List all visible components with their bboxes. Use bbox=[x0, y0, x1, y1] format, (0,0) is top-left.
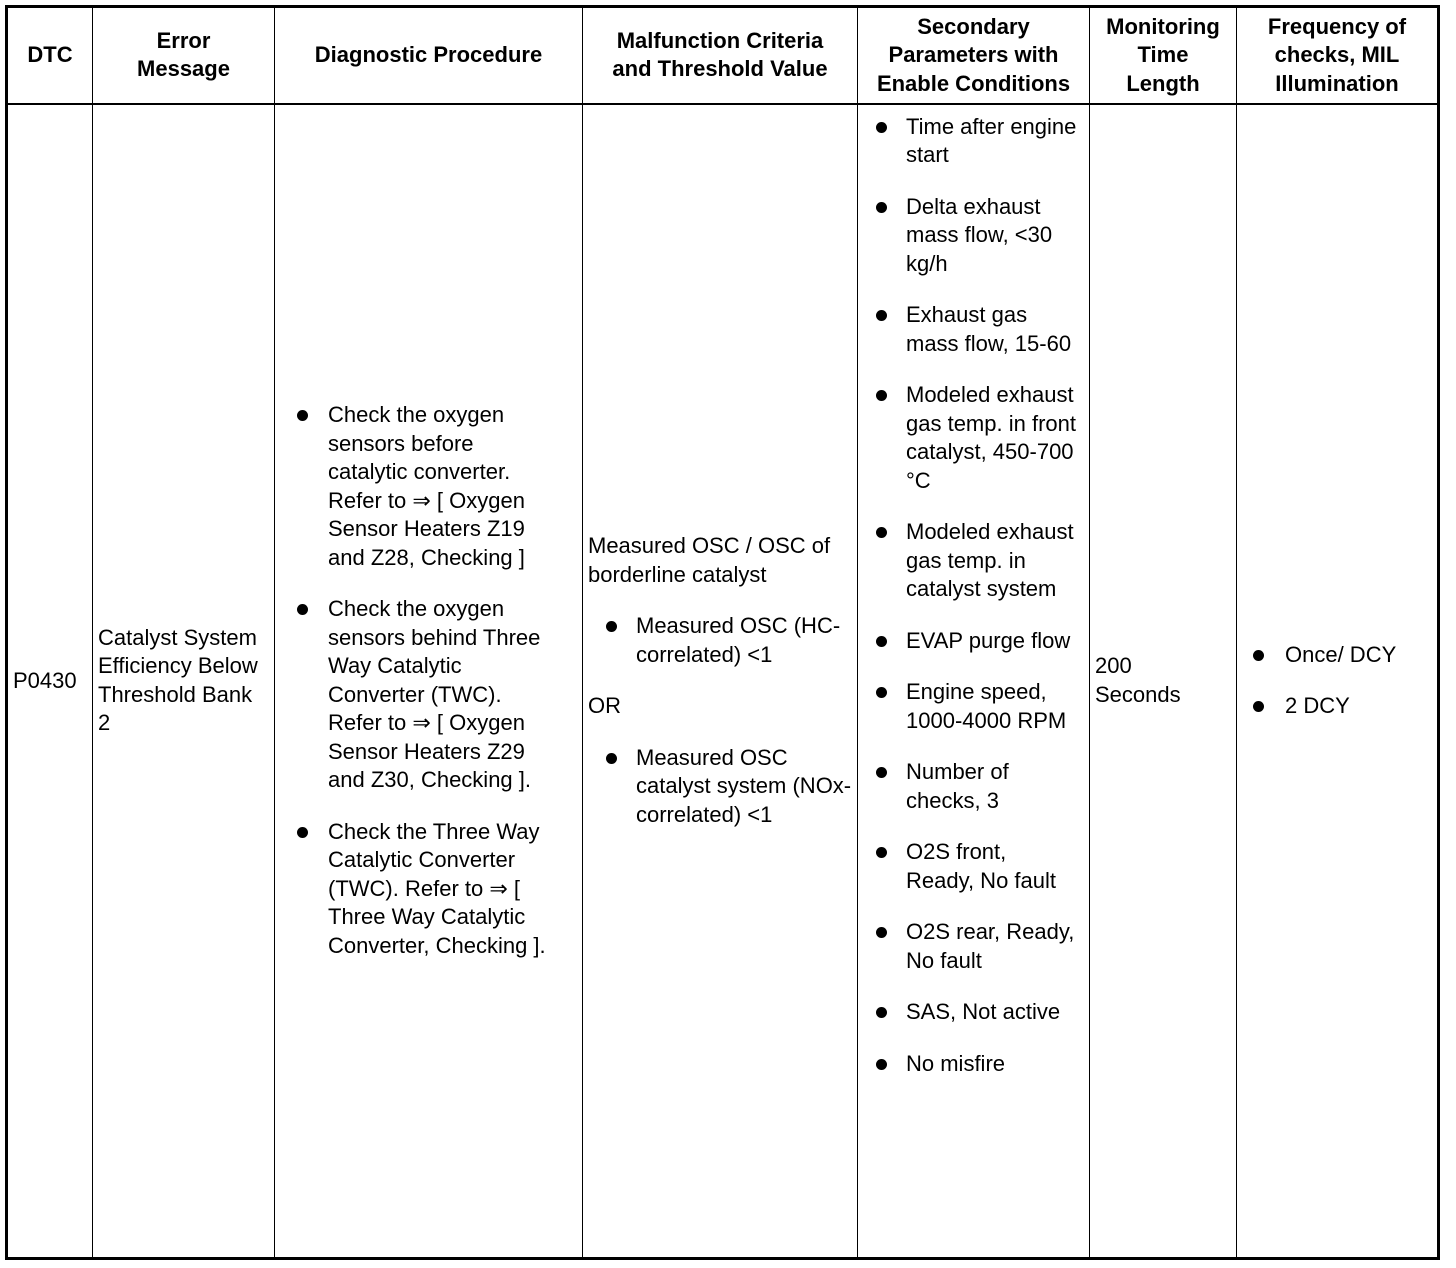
criteria-intro: Measured OSC / OSC of borderline catalyst bbox=[588, 533, 831, 587]
list-item: O2S rear, Ready, No fault bbox=[858, 918, 1080, 975]
dtc-code: P0430 bbox=[13, 667, 77, 693]
list-item: Number of checks, 3 bbox=[858, 758, 1080, 815]
list-item: No misfire bbox=[858, 1050, 1080, 1079]
diagnostic-procedure-cell bbox=[275, 104, 583, 1259]
malfunction-criteria-cell bbox=[583, 104, 858, 1259]
frequency-list bbox=[1237, 641, 1437, 721]
list-item: 2 DCY bbox=[1237, 692, 1437, 721]
list-item: Check the oxygen sensors behind Three Way Catalytic Converter (TWC). Refer to ⇒ [ Oxygen Sensor Heaters Z29 and Z30, Checking ]. bbox=[275, 595, 557, 795]
list-item: O2S front, Ready, No fault bbox=[858, 838, 1080, 895]
list-item: Check the Three Way Catalytic Converter (TWC). Refer to ⇒ [ Three Way Catalytic Converter, Checking ]. bbox=[275, 818, 557, 961]
list-item: Modeled exhaust gas temp. in front catalyst, 450-700 °C bbox=[858, 381, 1080, 495]
header-row bbox=[7, 7, 1439, 104]
list-item: Exhaust gas mass flow, 15-60 bbox=[858, 301, 1080, 358]
header-error-message: Error Message bbox=[93, 7, 275, 104]
header-monitoring-time: Monitoring Time Length bbox=[1090, 7, 1237, 104]
list-item: Engine speed, 1000-4000 RPM bbox=[858, 678, 1080, 735]
frequency-cell bbox=[1237, 104, 1439, 1259]
dtc-cell bbox=[7, 104, 93, 1259]
header-secondary-parameters: Secondary Parameters with Enable Conditions bbox=[858, 7, 1090, 104]
criteria-list-2 bbox=[588, 744, 852, 830]
dtc-table bbox=[5, 5, 1440, 1260]
header-dtc: DTC bbox=[7, 7, 93, 104]
table-row bbox=[7, 104, 1439, 1259]
header-diagnostic-procedure: Diagnostic Procedure bbox=[275, 7, 583, 104]
diagnostic-procedure-list bbox=[275, 401, 557, 960]
list-item: Check the oxygen sensors before catalytic converter. Refer to ⇒ [ Oxygen Sensor Heaters Z19 and Z28, Checking ] bbox=[275, 401, 557, 572]
list-item: Measured OSC catalyst system (NOx-correlated) <1 bbox=[588, 744, 852, 830]
criteria-or: OR bbox=[588, 693, 621, 719]
list-item: Time after engine start bbox=[858, 113, 1080, 170]
criteria-list-1 bbox=[588, 612, 852, 669]
header-frequency: Frequency of checks, MIL Illumination bbox=[1237, 7, 1439, 104]
list-item: Measured OSC (HC-correlated) <1 bbox=[588, 612, 852, 669]
list-item: Once/ DCY bbox=[1237, 641, 1437, 670]
list-item: Modeled exhaust gas temp. in catalyst system bbox=[858, 518, 1080, 604]
secondary-parameters-cell bbox=[858, 104, 1090, 1259]
list-item: SAS, Not active bbox=[858, 998, 1080, 1027]
secondary-parameters-list bbox=[858, 113, 1080, 1079]
error-message-cell bbox=[93, 104, 275, 1259]
error-message: Catalyst System Efficiency Below Threshold Bank 2 bbox=[98, 624, 258, 736]
monitoring-time: 200 Seconds bbox=[1095, 653, 1181, 707]
malfunction-criteria bbox=[583, 532, 857, 829]
header-malfunction-criteria: Malfunction Criteria and Threshold Value bbox=[583, 7, 858, 104]
list-item: EVAP purge flow bbox=[858, 627, 1080, 656]
monitoring-time-cell bbox=[1090, 104, 1237, 1259]
list-item: Delta exhaust mass flow, <30 kg/h bbox=[858, 193, 1080, 279]
